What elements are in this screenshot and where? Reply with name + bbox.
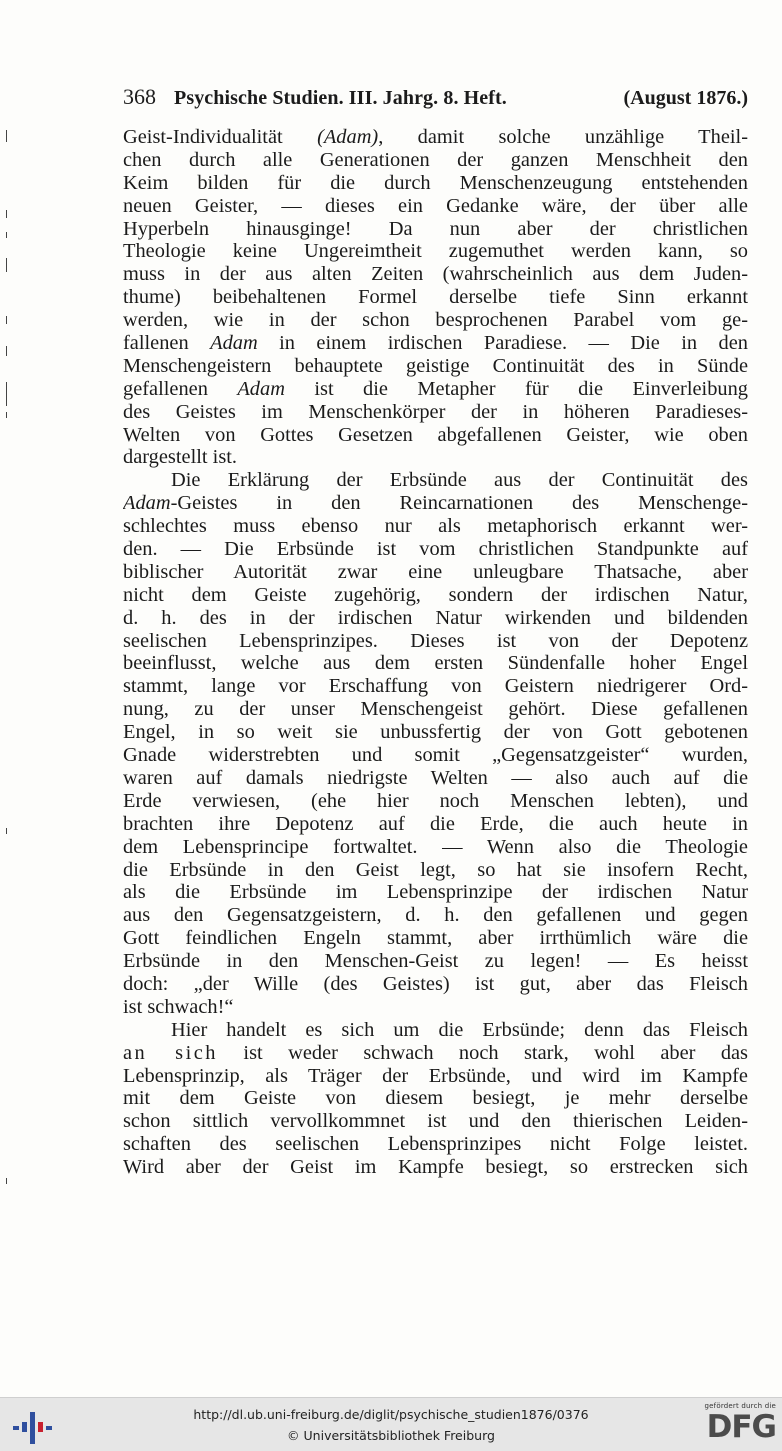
text-line: [123, 263, 748, 286]
text-segment: nung, zu der unser Menschengeist gehört. Diese gefallenen: [123, 698, 748, 721]
text-line: [123, 698, 748, 721]
running-title: Psychische Studien. III. Jahrg. 8. Heft.: [174, 87, 507, 109]
text-line: [123, 446, 748, 469]
text-line: [123, 675, 748, 698]
text-line: [123, 355, 748, 378]
spaced-text: an sich: [123, 1041, 219, 1064]
text-segment: des Geistes im Menschenkörper der in höheren Paradieses-: [123, 400, 748, 423]
text-segment: Menschengeistern behauptete geistige Continuität des in Sünde: [123, 354, 748, 377]
text-segment: den. — Die Erbsünde ist vom christlichen Standpunkte auf: [123, 538, 748, 561]
text-segment: aus den Gegensatzgeistern, d. h. den gefallenen und gegen: [123, 904, 748, 927]
text-segment: Welten von Gottes Gesetzen abgefallenen Geister, wie oben: [123, 423, 748, 446]
source-url[interactable]: http://dl.ub.uni-freiburg.de/diglit/psychische_studien1876/0376: [193, 1407, 589, 1422]
text-segment: beeinflusst, welche aus dem ersten Sündenfalle hoher Engel: [123, 652, 748, 675]
text-segment: biblischer Autorität zwar eine unleugbare Thatsache, aber: [123, 560, 748, 583]
text-segment: schlechtes muss ebenso nur als metaphorisch erkannt wer-: [123, 515, 748, 538]
text-segment: stammt, lange vor Erschaffung von Geistern niedrigerer Ord-: [123, 675, 748, 698]
text-segment: Hyperbeln hinausginge! Da nun aber der christlichen: [123, 217, 748, 240]
text-segment: werden, wie in der schon besprochenen Parabel vom ge-: [123, 309, 748, 332]
text-line: [123, 607, 748, 630]
text-segment: seelischen Lebensprinzipes. Dieses ist von der Depotenz: [123, 629, 748, 652]
text-segment: Lebensprinzip, als Träger der Erbsünde, und wird im Kampfe: [123, 1064, 748, 1087]
text-line: [123, 126, 748, 149]
text-line: [123, 401, 748, 424]
library-footer: [0, 1397, 782, 1451]
text-segment: Theologie keine Ungereimtheit zugemuthet werden kann, so: [123, 240, 748, 263]
text-line: [123, 378, 748, 401]
text-segment: in einem irdischen Paradiese. — Die in den: [257, 332, 748, 355]
text-line: [123, 721, 748, 744]
text-line: [123, 1019, 748, 1042]
text-line: [123, 1065, 748, 1088]
text-segment: neuen Geister, — dieses ein Gedanke wäre, der über alle: [123, 194, 748, 217]
text-segment: -Geistes in den Reincarnationen des Menschenge-: [170, 492, 748, 515]
text-line: [123, 424, 748, 447]
text-segment: Gnade widerstrebten und somit „Gegensatzgeister“ wurden,: [123, 744, 748, 767]
text-segment: gefallenen: [123, 377, 238, 400]
text-line: [123, 1042, 748, 1065]
text-segment: waren auf damals niedrigste Welten — also auch auf die: [123, 766, 748, 789]
text-segment: Erde verwiesen, (ehe hier noch Menschen lebten), und: [123, 789, 748, 812]
text-line: [123, 515, 748, 538]
running-header: [123, 84, 748, 114]
text-segment: d. h. des in der irdischen Natur wirkenden und bildenden: [123, 606, 748, 629]
text-line: [123, 172, 748, 195]
text-line: [123, 561, 748, 584]
text-segment: Wird aber der Geist im Kampfe besiegt, so erstrecken sich: [123, 1156, 748, 1179]
text-line: [123, 218, 748, 241]
text-line: [123, 630, 748, 653]
text-line: [123, 904, 748, 927]
text-segment: dem Lebensprincipe fortwaltet. — Wenn also die Theologie: [123, 835, 748, 858]
text-line: [123, 881, 748, 904]
text-line: [123, 1110, 748, 1133]
text-segment: ist schwach!“: [123, 995, 234, 1018]
text-line: [123, 1087, 748, 1110]
text-line: [123, 973, 748, 996]
dfg-funding-note: gefördert durch die: [704, 1402, 776, 1410]
text-segment: schaften des seelischen Lebensprinzipes nicht Folge leistet.: [123, 1133, 748, 1156]
italic-text: Adam: [237, 377, 285, 400]
text-line: [123, 813, 748, 836]
text-line: [123, 1156, 748, 1179]
text-segment: ist weder schwach noch stark, wohl aber das: [218, 1041, 748, 1064]
text-segment: Die Erklärung der Erbsünde aus der Continuität des: [171, 469, 748, 492]
text-line: [123, 492, 748, 515]
dfg-logo-icon: [690, 1402, 776, 1448]
text-segment: brachten ihre Depotenz auf die Erde, die auch heute in: [123, 812, 748, 835]
issue-date: (August 1876.): [623, 87, 748, 109]
italic-text: (Adam): [317, 126, 379, 148]
text-line: [123, 332, 748, 355]
text-segment: als die Erbsünde im Lebensprinzipe der irdischen Natur: [123, 881, 748, 904]
text-segment: Gott feindlichen Engeln stammt, aber irrthümlich wäre die: [123, 927, 748, 950]
italic-text: Adam: [123, 492, 171, 515]
text-line: [123, 836, 748, 859]
text-segment: schon sittlich vervollkommnet ist und den thierischen Leiden-: [123, 1110, 748, 1133]
text-line: [123, 927, 748, 950]
text-segment: fallenen: [123, 332, 211, 355]
text-segment: nicht dem Geiste zugehörig, sondern der irdischen Natur,: [123, 583, 748, 606]
text-segment: dargestellt ist.: [123, 446, 238, 469]
text-segment: Erbsünde in den Menschen-Geist zu legen! — Es heisst: [123, 950, 748, 973]
text-line: [123, 1133, 748, 1156]
text-segment: thume) beibehaltenen Formel derselbe tiefe Sinn erkannt: [123, 286, 748, 309]
text-segment: Engel, in so weit sie unbussfertig der von Gott gebotenen: [123, 721, 748, 744]
dfg-logo-text: DFG: [706, 1409, 776, 1445]
text-line: [123, 996, 748, 1019]
body-text: [123, 126, 748, 1179]
text-segment: doch: „der Wille (des Geistes) ist gut, aber das Fleisch: [123, 972, 748, 995]
text-line: [123, 309, 748, 332]
text-line: [123, 859, 748, 882]
text-line: [123, 652, 748, 675]
text-line: [123, 950, 748, 973]
text-segment: chen durch alle Generationen der ganzen Menschheit den: [123, 148, 748, 171]
text-line: [123, 538, 748, 561]
text-segment: die Erbsünde in den Geist legt, so hat sie insofern Recht,: [123, 858, 748, 881]
text-line: [123, 584, 748, 607]
copyright-notice: © Universitätsbibliothek Freiburg: [287, 1428, 495, 1443]
text-segment: , damit solche unzählige Theil-: [378, 126, 748, 148]
text-line: [123, 286, 748, 309]
scan-edge-marks: [2, 120, 12, 1220]
text-segment: mit dem Geiste von diesem besiegt, je mehr derselbe: [123, 1087, 748, 1110]
text-line: [123, 240, 748, 263]
page-number: 368: [123, 84, 156, 109]
text-segment: Geist-Individualität: [123, 126, 318, 148]
text-segment: ist die Metapher für die Einverleibung: [284, 377, 748, 400]
text-line: [123, 767, 748, 790]
italic-text: Adam: [210, 332, 258, 355]
text-line: [123, 149, 748, 172]
text-segment: Keim bilden für die durch Menschenzeugung entstehenden: [123, 171, 748, 194]
text-line: [123, 790, 748, 813]
text-line: [123, 195, 748, 218]
text-segment: muss in der aus alten Zeiten (wahrscheinlich aus dem Juden-: [123, 263, 748, 286]
text-line: [123, 469, 748, 492]
text-segment: Hier handelt es sich um die Erbsünde; denn das Fleisch: [171, 1018, 748, 1041]
text-line: [123, 744, 748, 767]
